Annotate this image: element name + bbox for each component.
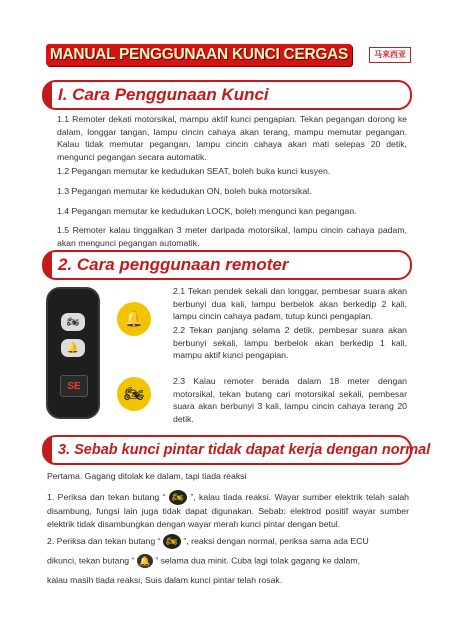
section-1-para-4: 1.4 Pegangan memutar ke kedudukan LOCK, boleh mengunci kan pegangan. <box>57 206 357 216</box>
remote-motorbike-button: 🏍 <box>61 313 85 331</box>
section-2-heading: 2. Cara penggunaan remoter <box>58 255 289 274</box>
document-title: MANUAL PENGGUNAAN KUNCI CERGAS <box>49 46 349 63</box>
section-2-para-2: 2.2 Tekan panjang selama 2 detik, pembesar suara akan berbunyi sekali, lampu berbelok akan berkedip 1 kali, mampu aktif kunci pengapian. <box>173 325 407 361</box>
section-1-heading: I. Cara Penggunaan Kunci <box>58 85 269 104</box>
section-3-heading: 3. Sebab kunci pintar tidak dapat kerja dengan normal <box>58 442 431 458</box>
bell-icon: 🔔 <box>137 554 153 568</box>
remote-logo: SE <box>60 375 88 397</box>
item-2-text-d: ” selama dua minit. Cuba lagi tolak gagang ke dalam, <box>155 555 361 566</box>
item-1-text-a: 1. Periksa dan tekan butang “ <box>47 491 166 502</box>
item-2-text-c: dikunci, tekan butang “ <box>47 555 135 566</box>
bell-icon: 🔔 <box>117 302 151 336</box>
section-1-para-1: 1.1 Remoter dekati motorsikal, mampu aktif kunci pengapian. Tekan pegangan dorong ke dalam, longgar tangan, lampu cincin cahaya akan terang, mampu memutar pegangan. Kalau tidak memutar pegangan, lampu cincin cahaya akan mati selepas 20 detik, mengunci pegangan secara automatik. <box>57 114 407 162</box>
section-3-item-2-line-1 <box>47 534 409 549</box>
heading-accent-bar <box>44 437 52 463</box>
section-3-item-1 <box>47 490 409 530</box>
section-1-para-2: 1.2 Pegangan memutar ke kedudukan SEAT, boleh buka kunci kusyen. <box>57 166 331 176</box>
origin-stamp: 马来西亚 <box>369 47 411 63</box>
heading-accent-bar <box>44 82 52 108</box>
item-2-text-b: ”, reaksi dengan normal, periksa sama ada ECU <box>183 535 369 546</box>
item-2-text-a: 2. Periksa dan tekan butang “ <box>47 535 161 546</box>
document-title-banner <box>46 44 352 66</box>
motorbike-icon: 🏍 <box>163 534 181 549</box>
section-1-para-3: 1.3 Pegangan memutar ke kedudukan ON, boleh buka motorsikal. <box>57 186 312 196</box>
section-2-heading-box <box>42 250 412 280</box>
section-3-intro: Pertama. Gagang ditolak ke dalam, tapi tiada reaksi <box>47 471 247 481</box>
remote-bell-button: 🔔 <box>61 339 85 357</box>
section-3-item-2-line-2 <box>47 554 409 568</box>
section-2-para-1: 2.1 Tekan pendek sekali dan longgar, pembesar suara akan berbunyi dua kali, lampu berbelok akan berkedip 2 kali, lampu cincin cahaya padam, tutup kunci pengapian. <box>173 286 407 322</box>
section-3-heading-box <box>42 435 431 465</box>
section-3-item-2-line-3: kalau masih tiada reaksi, Suis dalam kunci pintar telah rosak. <box>47 575 283 585</box>
section-1-heading-box <box>42 80 412 110</box>
remote-key-fob-image <box>46 287 100 419</box>
section-1-para-5: 1.5 Remoter kalau tinggalkan 3 meter daripada motorsikal, lampu cincin cahaya padam, akan mengunci pegangan automatik. <box>57 225 407 248</box>
section-2-para-3: 2.3 Kalau remoter berada dalam 18 meter dengan motorsikal, tekan butang cari motorsikal sekali, pembesar suara akan berbunyi 3 kali, lampu cincin cahaya terang 20 detik. <box>173 376 407 424</box>
motorbike-icon: 🏍 <box>169 490 187 505</box>
motorbike-icon: 🏍 <box>117 377 151 411</box>
item-1-text-b: ”, kalau tiada reaksi. Wayar sumber elektrik telah salah disambung, fungsi lain juga tidak dapat digunakan. Sebab: elektrod positif wayar sumber elektrik tidak disambungkan dengan wayar merah kunci pintar dengan betul. <box>47 491 409 529</box>
heading-accent-bar <box>44 252 52 278</box>
